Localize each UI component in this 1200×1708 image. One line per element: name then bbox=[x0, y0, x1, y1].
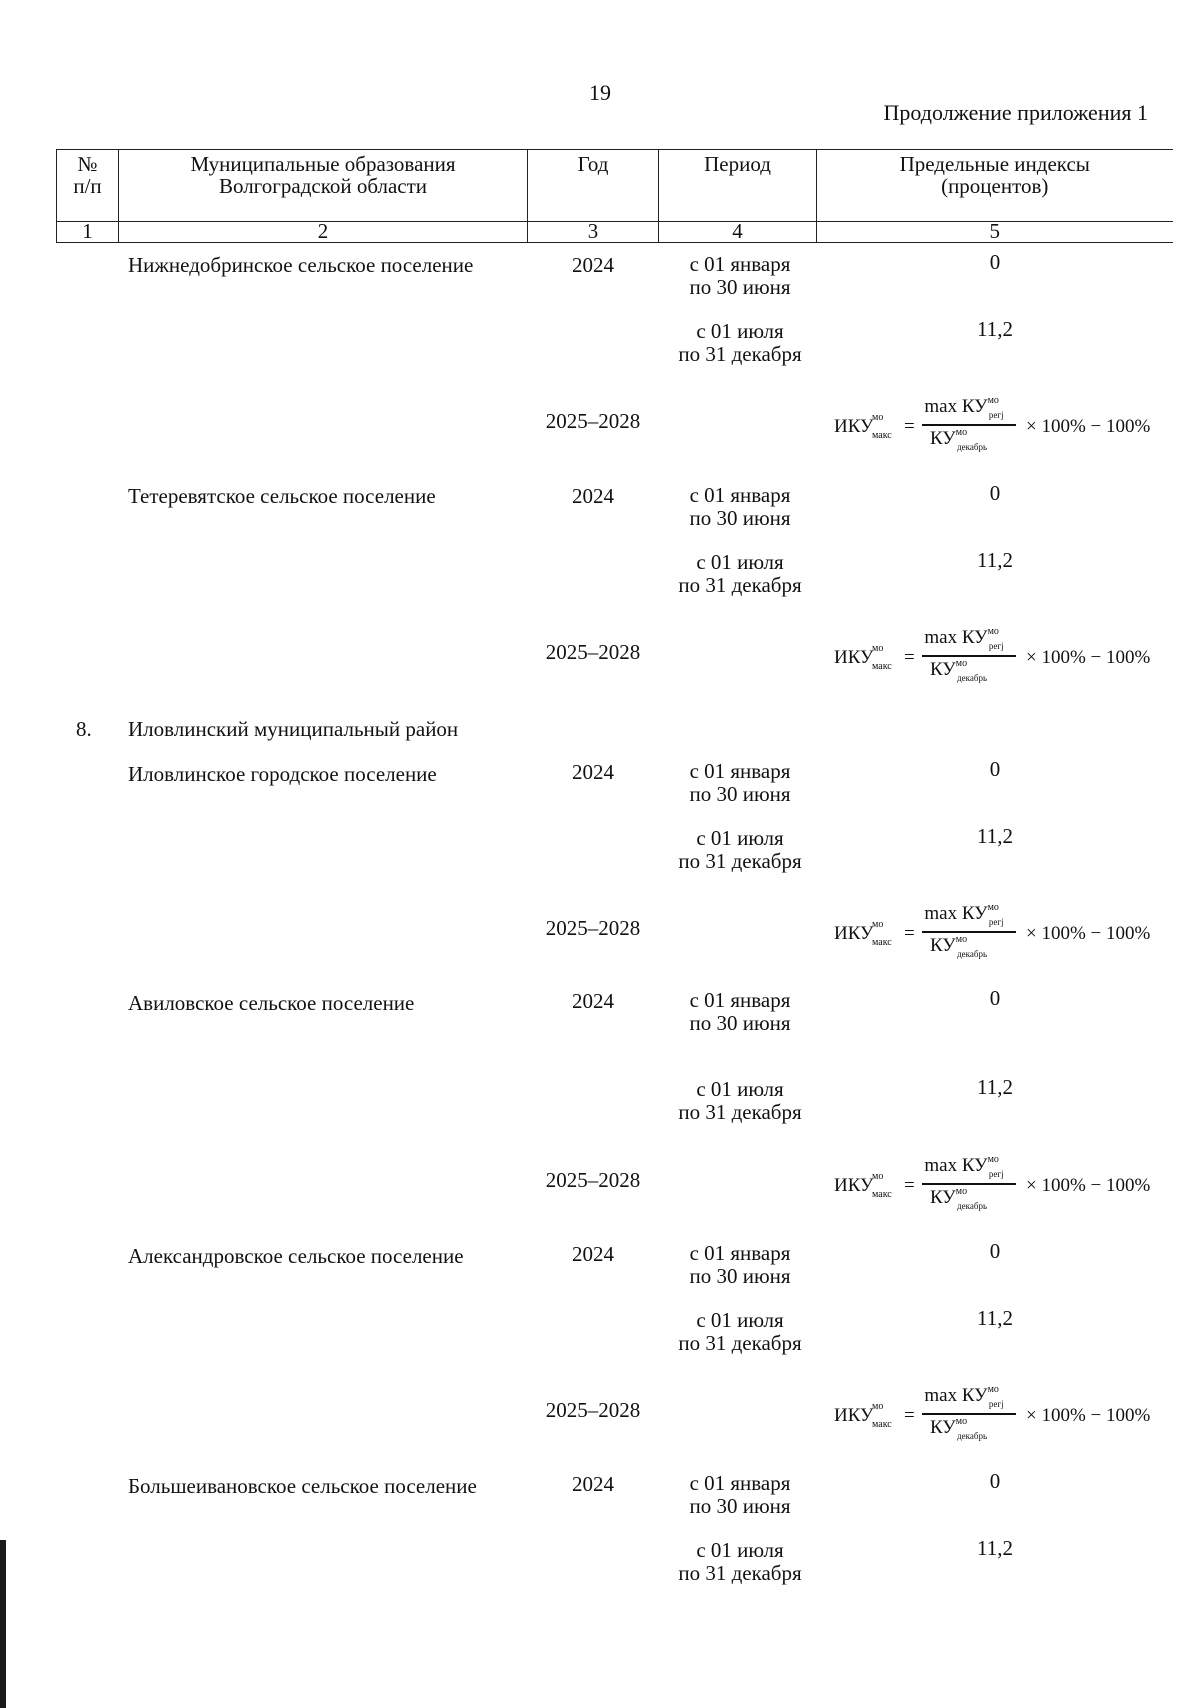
municipality-name: Большеивановское сельское поселение bbox=[128, 1474, 477, 1498]
formula-denominator: $КУ^{мо}_{декабрь}$ bbox=[930, 1416, 988, 1441]
index-value: 0 bbox=[989, 1239, 1001, 1263]
index-value: 0 bbox=[989, 1469, 1001, 1493]
index-value: 0 bbox=[989, 250, 1001, 274]
formula-fraction-bar bbox=[922, 1413, 1016, 1415]
formula-fraction-bar bbox=[922, 424, 1016, 426]
header-col-period: Период bbox=[659, 150, 817, 222]
municipality-name: Александровское сельское поселение bbox=[128, 1244, 464, 1268]
formula-lhs: ИКУ мо макс bbox=[834, 412, 892, 441]
period-cell: с 01 июля по 31 декабря bbox=[678, 826, 802, 873]
formula-numerator: $\max КУ^{мо}_{регj}$ bbox=[924, 1384, 1004, 1409]
formula-lhs: ИКУ мо макс bbox=[834, 1401, 892, 1430]
formula-lhs: ИКУ мо макс bbox=[834, 919, 892, 948]
page-caption: Продолжение приложения 1 bbox=[883, 100, 1148, 125]
index-formula bbox=[826, 1155, 1176, 1213]
period-cell: с 01 июля по 31 декабря bbox=[678, 319, 802, 366]
index-value: 11,2 bbox=[977, 1075, 1013, 1099]
formula-equals: = bbox=[904, 647, 915, 668]
page-number: 19 bbox=[589, 80, 611, 105]
period-cell: с 01 июля по 31 декабря bbox=[678, 1077, 802, 1124]
header-col-index: Предельные индексы (процентов) bbox=[817, 150, 1173, 222]
index-formula bbox=[826, 627, 1176, 685]
year-cell: 2024 bbox=[572, 1472, 614, 1496]
period-cell: с 01 июля по 31 декабря bbox=[678, 1308, 802, 1355]
index-value: 11,2 bbox=[977, 1536, 1013, 1560]
municipality-name: Иловлинское городское поселение bbox=[128, 762, 437, 786]
formula-fraction-bar bbox=[922, 655, 1016, 657]
formula-equals: = bbox=[904, 923, 915, 944]
index-value: 11,2 bbox=[977, 1306, 1013, 1330]
formula-equals: = bbox=[904, 1405, 915, 1426]
header-num-4: 4 bbox=[659, 222, 817, 243]
period-cell: с 01 июля по 31 декабря bbox=[678, 550, 802, 597]
formula-equals: = bbox=[904, 1175, 915, 1196]
index-value: 11,2 bbox=[977, 824, 1013, 848]
formula-rhs: × 100% − 100% bbox=[1026, 1405, 1151, 1426]
year-cell: 2024 bbox=[572, 989, 614, 1013]
municipality-name: Тетеревятское сельское поселение bbox=[128, 484, 436, 508]
table-header bbox=[56, 149, 1173, 243]
formula-fraction-bar bbox=[922, 1183, 1016, 1185]
year-cell: 2024 bbox=[572, 484, 614, 508]
formula-rhs: × 100% − 100% bbox=[1026, 1175, 1151, 1196]
district-name: Иловлинский муниципальный район bbox=[128, 717, 459, 741]
index-formula bbox=[826, 396, 1176, 454]
formula-numerator: $\max КУ^{мо}_{регj}$ bbox=[924, 626, 1004, 651]
scan-edge-shadow bbox=[0, 1540, 6, 1708]
index-formula bbox=[826, 903, 1176, 961]
formula-rhs: × 100% − 100% bbox=[1026, 647, 1151, 668]
index-value: 0 bbox=[989, 986, 1001, 1010]
period-cell: с 01 января по 30 июня bbox=[689, 988, 791, 1035]
index-formula bbox=[826, 1385, 1176, 1443]
period-cell: с 01 июля по 31 декабря bbox=[678, 1538, 802, 1585]
formula-numerator: $\max КУ^{мо}_{регj}$ bbox=[924, 395, 1004, 420]
formula-fraction-bar bbox=[922, 931, 1016, 933]
period-cell: с 01 января по 30 июня bbox=[689, 252, 791, 299]
period-cell: с 01 января по 30 июня bbox=[689, 759, 791, 806]
index-value: 0 bbox=[989, 481, 1001, 505]
formula-denominator: $КУ^{мо}_{декабрь}$ bbox=[930, 658, 988, 683]
period-cell: с 01 января по 30 июня bbox=[689, 1471, 791, 1518]
formula-numerator: $\max КУ^{мо}_{регj}$ bbox=[924, 902, 1004, 927]
index-value: 0 bbox=[989, 757, 1001, 781]
formula-numerator: $\max КУ^{мо}_{регj}$ bbox=[924, 1154, 1004, 1179]
year-cell: 2025–2028 bbox=[545, 1168, 641, 1192]
year-cell: 2025–2028 bbox=[545, 409, 641, 433]
index-value: 11,2 bbox=[977, 548, 1013, 572]
period-cell: с 01 января по 30 июня bbox=[689, 1241, 791, 1288]
header-num-1: 1 bbox=[57, 222, 119, 243]
header-col-municipality: Муниципальные образования Волгоградской области bbox=[119, 150, 528, 222]
index-value: 11,2 bbox=[977, 317, 1013, 341]
formula-equals: = bbox=[904, 416, 915, 437]
period-cell: с 01 января по 30 июня bbox=[689, 483, 791, 530]
formula-lhs: ИКУ мо макс bbox=[834, 643, 892, 672]
formula-denominator: $КУ^{мо}_{декабрь}$ bbox=[930, 427, 988, 452]
year-cell: 2025–2028 bbox=[545, 916, 641, 940]
header-col-year: Год bbox=[528, 150, 659, 222]
header-num-3: 3 bbox=[528, 222, 659, 243]
district-index: 8. bbox=[76, 717, 92, 741]
year-cell: 2025–2028 bbox=[545, 640, 641, 664]
formula-denominator: $КУ^{мо}_{декабрь}$ bbox=[930, 934, 988, 959]
formula-rhs: × 100% − 100% bbox=[1026, 416, 1151, 437]
municipality-name: Нижнедобринское сельское поселение bbox=[128, 253, 474, 277]
header-num-5: 5 bbox=[817, 222, 1173, 243]
year-cell: 2024 bbox=[572, 1242, 614, 1266]
formula-denominator: $КУ^{мо}_{декабрь}$ bbox=[930, 1186, 988, 1211]
year-cell: 2024 bbox=[572, 253, 614, 277]
year-cell: 2024 bbox=[572, 760, 614, 784]
formula-rhs: × 100% − 100% bbox=[1026, 923, 1151, 944]
year-cell: 2025–2028 bbox=[545, 1398, 641, 1422]
header-col-number: № п/п bbox=[57, 150, 119, 222]
formula-lhs: ИКУ мо макс bbox=[834, 1171, 892, 1200]
municipality-name: Авиловское сельское поселение bbox=[128, 991, 415, 1015]
header-num-2: 2 bbox=[119, 222, 528, 243]
